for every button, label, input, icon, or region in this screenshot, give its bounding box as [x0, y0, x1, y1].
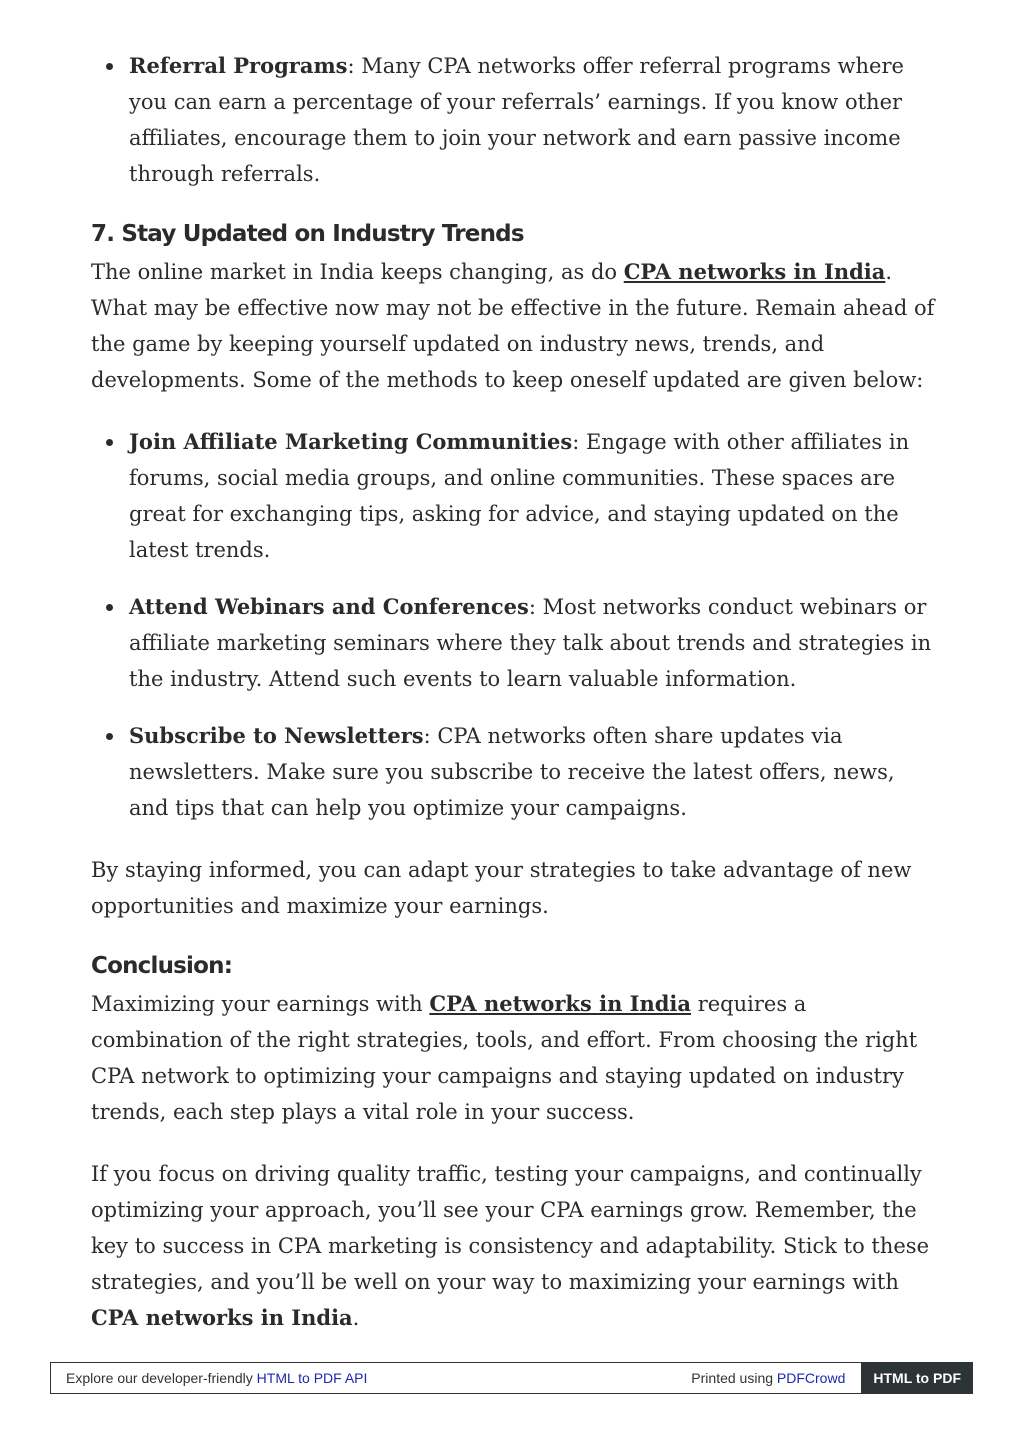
pdfcrowd-link[interactable]: PDFCrowd	[776, 1370, 846, 1386]
list-item	[91, 424, 936, 568]
footer-text: Explore our developer-friendly	[66, 1370, 257, 1386]
paragraph	[91, 1156, 936, 1336]
paragraph-text: . What may be effective now may not be effective in the future. Remain ahead of the game by keeping yourself updated on industry news, trends, and developments. Some of the methods to keep oneself updated are given below:	[91, 260, 935, 392]
list-item-text: : Many CPA networks offer referral programs where you can earn a percentage of your referrals’ earnings. If you know other affiliates, encourage them to join your network and earn passive income through referrals.	[129, 54, 904, 186]
bullet-icon	[106, 439, 113, 446]
intro-list	[91, 48, 936, 192]
paragraph-text: .	[352, 1306, 360, 1330]
paragraph-text: The online market in India keeps changing, as do	[91, 260, 624, 284]
cpa-networks-link[interactable]: CPA networks in India	[623, 259, 886, 284]
list-item	[91, 718, 936, 826]
article-body	[91, 48, 936, 1336]
list-item	[91, 589, 936, 697]
footer-printed	[691, 1370, 861, 1386]
bullet-icon	[106, 604, 113, 611]
conclusion-heading: Conclusion:	[91, 953, 233, 979]
html-to-pdf-button[interactable]: HTML to PDF	[861, 1362, 973, 1394]
list-item-term: Attend Webinars and Conferences	[129, 594, 529, 619]
list-item-text: : Engage with other affiliates in forums, social media groups, and online communities. These spaces are great for exchanging tips, asking for advice, and staying updated on the latest trends.	[129, 430, 910, 562]
list-item-text: : Most networks conduct webinars or affiliate marketing seminars where they talk about trends and strategies in the industry. Attend such events to learn valuable information.	[129, 595, 932, 691]
paragraph-text: Maximizing your earnings with	[91, 992, 430, 1016]
paragraph	[91, 254, 936, 398]
footer-explore	[51, 1370, 691, 1386]
bullet-icon	[106, 733, 113, 740]
pdf-footer-bar	[50, 1362, 973, 1394]
list-item-text: : CPA networks often share updates via newsletters. Make sure you subscribe to receive the latest offers, news, and tips that can help you optimize your campaigns.	[129, 724, 895, 820]
bold-text: CPA networks in India	[91, 1305, 353, 1330]
methods-list	[91, 424, 936, 826]
list-item	[91, 48, 936, 192]
cpa-networks-link[interactable]: CPA networks in India	[429, 991, 692, 1016]
section-heading: 7. Stay Updated on Industry Trends	[91, 221, 524, 247]
paragraph-text: If you focus on driving quality traffic, testing your campaigns, and continually optimizing your approach, you’ll see your CPA earnings grow. Remember, the key to success in CPA marketing is consistency and adaptability. Stick to these strategies, and you’ll be well on your way to maximizing your earnings with	[91, 1162, 930, 1294]
html-to-pdf-api-link[interactable]: HTML to PDF API	[256, 1370, 368, 1386]
list-item-term: Subscribe to Newsletters	[129, 723, 424, 748]
bullet-icon	[106, 63, 113, 70]
paragraph: By staying informed, you can adapt your strategies to take advantage of new opportunities and maximize your earnings.	[91, 858, 912, 918]
paragraph-text: requires a combination of the right strategies, tools, and effort. From choosing the right CPA network to optimizing your campaigns and staying updated on industry trends, each step plays a vital role in your success.	[91, 992, 918, 1124]
footer-text: Printed using	[691, 1370, 777, 1386]
paragraph	[91, 986, 936, 1130]
list-item-term: Join Affiliate Marketing Communities	[129, 429, 573, 454]
list-item-term: Referral Programs	[129, 53, 348, 78]
